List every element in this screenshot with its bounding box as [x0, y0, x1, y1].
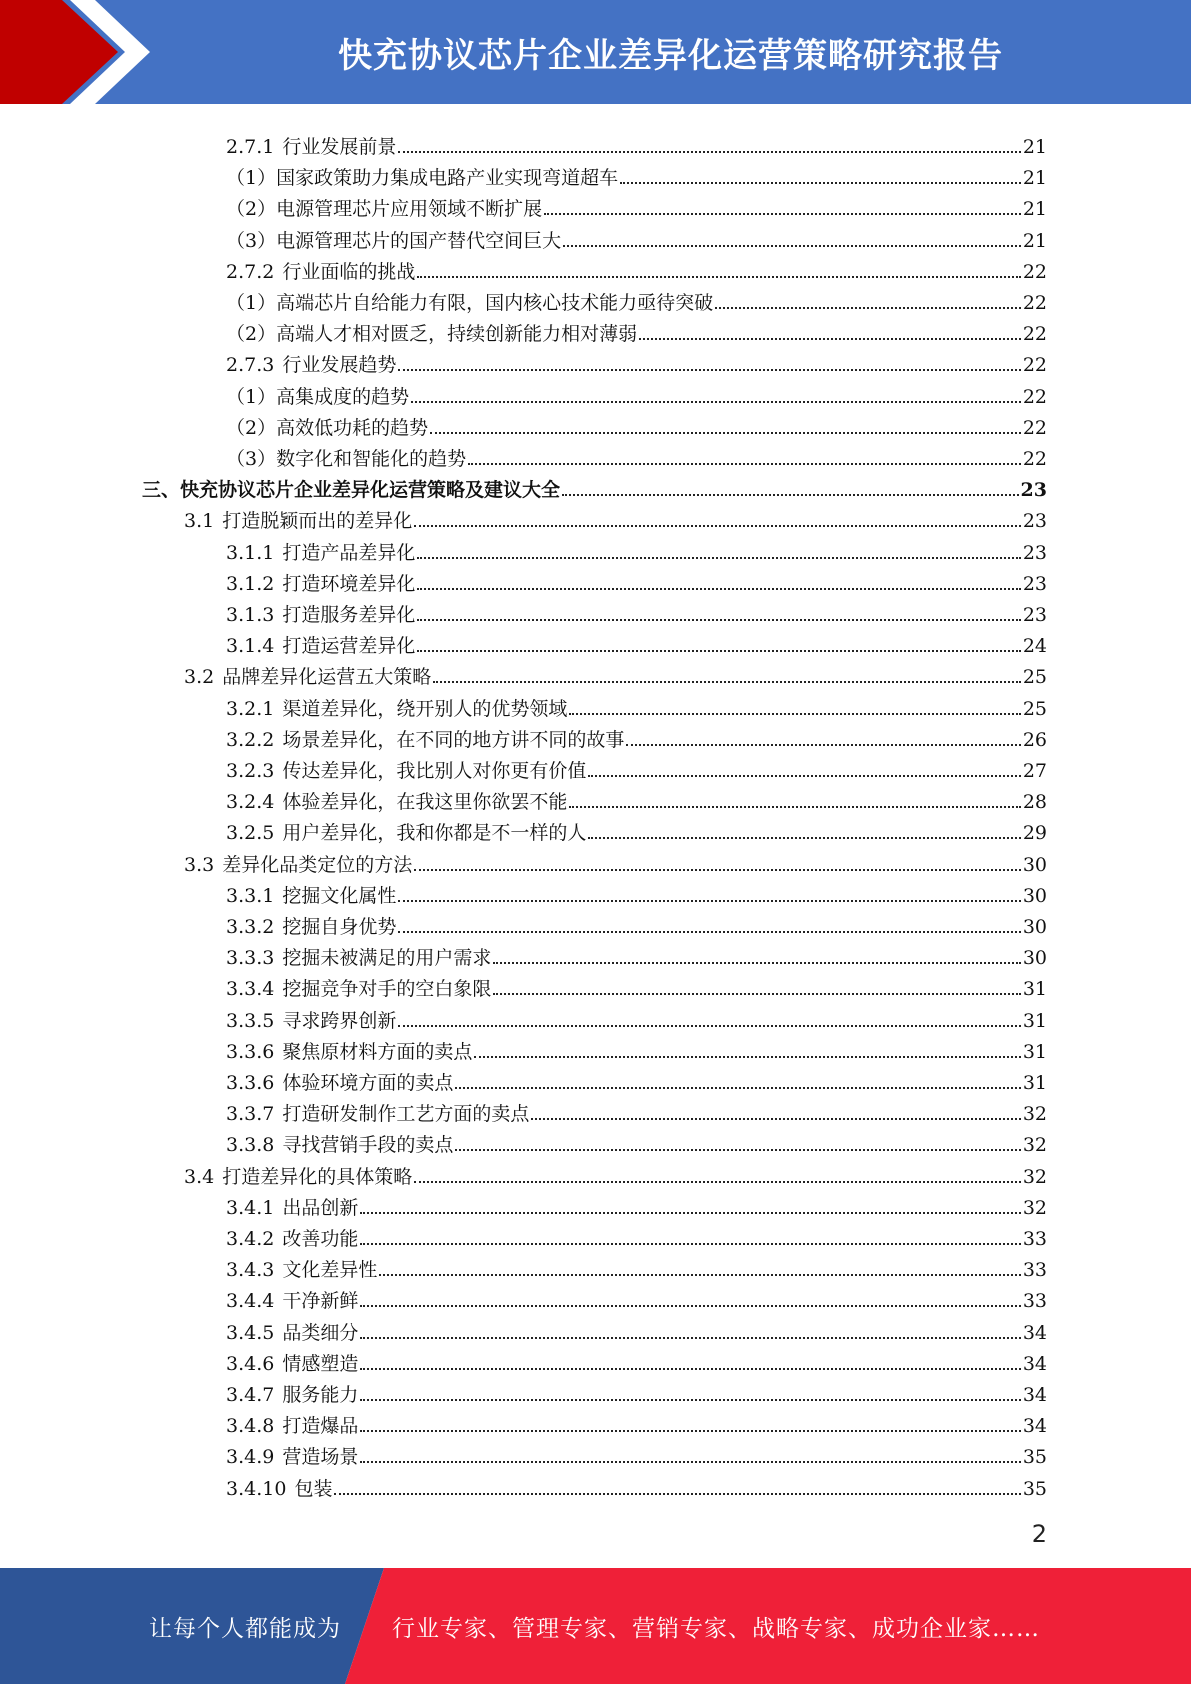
toc-entry[interactable]	[226, 1219, 1047, 1250]
toc-entry-label: 挖掘文化属性	[282, 884, 397, 907]
toc-entry-page: 22	[1022, 260, 1047, 283]
toc-entry-number: 3.4.9	[226, 1446, 275, 1469]
toc-entry-page: 28	[1022, 791, 1047, 814]
toc-leader-dots	[360, 1305, 1020, 1307]
toc-entry-page: 31	[1022, 1009, 1047, 1032]
toc-entry[interactable]	[226, 221, 1047, 252]
toc-entry-number: 2.7.3	[226, 354, 275, 377]
toc-entry-page: 34	[1022, 1321, 1047, 1344]
toc-entry[interactable]	[226, 252, 1047, 283]
toc-entry-page: 35	[1022, 1477, 1047, 1500]
toc-leader-dots	[588, 837, 1020, 839]
toc-entry[interactable]	[226, 189, 1047, 220]
toc-entry[interactable]	[184, 845, 1047, 876]
toc-leader-dots	[360, 1212, 1020, 1214]
toc-entry-label: 寻找营销手段的卖点	[282, 1134, 454, 1157]
toc-entry-label: 高效低功耗的趋势	[276, 416, 429, 439]
toc-entry[interactable]	[226, 689, 1047, 720]
toc-entry-label: 高集成度的趋势	[276, 385, 410, 408]
toc-leader-dots	[563, 245, 1021, 247]
toc-entry-number: 3.2.3	[226, 760, 275, 782]
toc-leader-dots	[417, 276, 1020, 278]
toc-entry-number: 3.2	[184, 666, 215, 689]
toc-entry-number: （3）	[226, 448, 277, 470]
toc-entry-label: 包装	[294, 1477, 333, 1500]
toc-entry-page: 25	[1022, 666, 1047, 689]
toc-entry-page: 34	[1022, 1352, 1047, 1375]
toc-entry-number: 3.3.6	[226, 1040, 275, 1063]
toc-entry[interactable]	[226, 283, 1047, 314]
toc-entry-number: （1）	[226, 385, 277, 408]
toc-entry-number: 3.4.6	[226, 1352, 275, 1375]
toc-entry-number: 3.4.2	[226, 1228, 275, 1250]
toc-entry-page: 31	[1022, 1072, 1047, 1094]
toc-leader-dots	[414, 525, 1021, 527]
toc-entry-label: 品类细分	[282, 1321, 359, 1344]
toc-entry-page: 23	[1022, 604, 1047, 626]
toc-entry[interactable]	[226, 1032, 1047, 1063]
toc-entry-number: 3.4.8	[226, 1415, 275, 1438]
toc-entry-page: 34	[1022, 1384, 1047, 1406]
toc-entry-page: 22	[1022, 448, 1047, 470]
toc-leader-dots	[360, 1243, 1020, 1245]
toc-entry[interactable]	[226, 751, 1047, 782]
toc-entry-label: 打造脱颖而出的差异化	[222, 510, 413, 533]
toc-leader-dots	[411, 401, 1021, 403]
toc-entry-label: 差异化品类定位的方法	[222, 853, 413, 876]
toc-entry-label: 打造服务差异化	[282, 604, 416, 626]
toc-entry-label: 挖掘未被满足的用户需求	[282, 947, 492, 970]
toc-leader-dots	[360, 1430, 1020, 1432]
toc-leader-dots	[398, 900, 1020, 902]
toc-entry-page: 23	[1022, 572, 1047, 595]
toc-leader-dots	[544, 213, 1021, 215]
toc-entry-label: 打造爆品	[282, 1415, 359, 1438]
toc-entry-page: 25	[1022, 697, 1047, 720]
toc-entry-label: 打造研发制作工艺方面的卖点	[282, 1103, 530, 1126]
toc-entry-page: 30	[1022, 884, 1047, 907]
toc-entry-label: 打造环境差异化	[282, 572, 416, 595]
toc-entry[interactable]	[226, 408, 1047, 439]
toc-entry-label: 渠道差异化，绕开别人的优势领域	[282, 697, 568, 720]
toc-entry[interactable]	[226, 907, 1047, 938]
toc-leader-dots	[455, 1149, 1020, 1151]
toc-entry-label: 挖掘自身优势	[282, 916, 397, 938]
toc-entry-number: 3.2.5	[226, 822, 275, 845]
toc-entry-label: 打造运营差异化	[282, 635, 416, 658]
toc-leader-dots	[562, 494, 1019, 496]
toc-entry-label: 体验差异化，在我这里你欲罢不能	[282, 791, 568, 814]
toc-entry-label: 行业发展前景	[282, 136, 397, 158]
toc-leader-dots	[569, 806, 1020, 808]
toc-entry[interactable]	[226, 345, 1047, 376]
toc-entry-number: 3.3	[184, 853, 215, 876]
toc-entry-page: 22	[1022, 385, 1047, 408]
toc-leader-dots	[398, 931, 1020, 933]
toc-entry[interactable]	[226, 969, 1047, 1000]
toc-entry-page: 33	[1022, 1228, 1047, 1250]
toc-leader-dots	[398, 151, 1020, 153]
toc-entry[interactable]	[226, 1094, 1047, 1125]
toc-entry[interactable]	[226, 1063, 1047, 1094]
toc-entry-page: 22	[1022, 354, 1047, 377]
toc-entry-number: 3.3.2	[226, 916, 275, 938]
toc-entry-label: 出品创新	[282, 1196, 359, 1219]
toc-entry-number: 3.3.6	[226, 1072, 275, 1094]
toc-entry-number: 3.3.3	[226, 947, 275, 970]
toc-entry[interactable]	[226, 813, 1047, 844]
toc-entry[interactable]	[226, 595, 1047, 626]
toc-leader-dots	[334, 1493, 1020, 1495]
toc-leader-dots	[414, 1181, 1021, 1183]
toc-entry-page: 32	[1022, 1165, 1047, 1188]
toc-entry-number: 3.4.3	[226, 1259, 275, 1282]
toc-entry-label: 行业面临的挑战	[282, 260, 416, 283]
toc-leader-dots	[626, 744, 1020, 746]
toc-entry-label: 电源管理芯片的国产替代空间巨大	[276, 229, 562, 252]
toc-leader-dots	[360, 1461, 1020, 1463]
toc-entry-page: 26	[1022, 728, 1047, 751]
toc-entry[interactable]	[226, 564, 1047, 595]
toc-entry-number: 2.7.2	[226, 260, 275, 283]
toc-leader-dots	[398, 369, 1020, 371]
toc-entry-number: 3.1	[184, 510, 215, 533]
toc-entry[interactable]	[184, 501, 1047, 532]
toc-entry[interactable]	[184, 1157, 1047, 1188]
toc-entry-page: 29	[1022, 822, 1047, 845]
toc-entry-number: （1）	[226, 292, 277, 314]
toc-entry-number: 3.1.3	[226, 604, 275, 626]
toc-leader-dots	[433, 681, 1021, 683]
toc-entry[interactable]	[226, 1469, 1047, 1500]
toc-entry-number: 3.4.4	[226, 1290, 275, 1313]
toc-entry-label: 体验环境方面的卖点	[282, 1072, 454, 1094]
toc-entry[interactable]	[184, 657, 1047, 688]
toc-entry-page: 34	[1022, 1415, 1047, 1438]
toc-entry-number: 3.4.1	[226, 1196, 275, 1219]
toc-entry-number: 3.3.8	[226, 1134, 275, 1157]
toc-entry-page: 30	[1022, 916, 1047, 938]
toc-entry[interactable]	[226, 1344, 1047, 1375]
toc-entry-number: 3.4	[184, 1165, 215, 1188]
page-number: 2	[1031, 1520, 1047, 1548]
toc-entry-label: 情感塑造	[282, 1352, 359, 1375]
toc-entry-number: 3.1.2	[226, 572, 275, 595]
toc-entry[interactable]	[226, 1001, 1047, 1032]
toc-leader-dots	[588, 775, 1020, 777]
toc-entry-page: 31	[1022, 1040, 1047, 1063]
toc-entry-page: 23	[1020, 479, 1047, 502]
toc-entry-number: 3.1.1	[226, 541, 275, 564]
toc-entry-label: 营造场景	[282, 1446, 359, 1469]
toc-entry[interactable]	[226, 377, 1047, 408]
toc-entry[interactable]	[226, 1313, 1047, 1344]
toc-entry-page: 30	[1022, 853, 1047, 876]
toc-entry-number: 3.1.4	[226, 635, 275, 658]
toc-entry[interactable]	[226, 1375, 1047, 1406]
toc-entry-number: 3.3.4	[226, 978, 275, 1001]
toc-leader-dots	[493, 962, 1020, 964]
toc-entry[interactable]	[226, 1250, 1047, 1281]
toc-entry-page: 33	[1022, 1259, 1047, 1282]
toc-entry[interactable]	[226, 1188, 1047, 1219]
toc-leader-dots	[474, 1056, 1020, 1058]
toc-entry-page: 21	[1022, 136, 1047, 158]
toc-entry-label: 场景差异化，在不同的地方讲不同的故事	[282, 728, 625, 751]
toc-entry-label: 高端芯片自给能力有限，国内核心技术能力亟待突破	[276, 292, 714, 314]
toc-entry-page: 24	[1022, 635, 1047, 658]
toc-leader-dots	[417, 650, 1020, 652]
toc-entry-label: 聚焦原材料方面的卖点	[282, 1040, 473, 1063]
toc-entry[interactable]	[226, 1125, 1047, 1156]
toc-entry-page: 33	[1022, 1290, 1047, 1313]
toc-entry-page: 22	[1022, 292, 1047, 314]
toc-leader-dots	[414, 869, 1021, 871]
toc-entry[interactable]	[226, 720, 1047, 751]
page-footer	[0, 1568, 1191, 1684]
toc-entry[interactable]	[226, 127, 1047, 158]
toc-leader-dots	[417, 619, 1020, 621]
toc-leader-dots	[360, 1368, 1020, 1370]
toc-leader-dots	[569, 713, 1020, 715]
toc-entry-number: 2.7.1	[226, 136, 275, 158]
toc-entry-number: 3.3.7	[226, 1103, 275, 1126]
toc-entry-label: 寻求跨界创新	[282, 1009, 397, 1032]
document-title: 快充协议芯片企业差异化运营策略研究报告	[338, 35, 1003, 76]
toc-entry-label: 挖掘竞争对手的空白象限	[282, 978, 492, 1001]
toc-entry-label: 服务能力	[282, 1384, 359, 1406]
toc-entry[interactable]	[226, 782, 1047, 813]
toc-entry[interactable]	[226, 1437, 1047, 1468]
toc-entry-page: 21	[1022, 167, 1047, 190]
toc-entry-label: 用户差异化，我和你都是不一样的人	[282, 822, 587, 845]
toc-entry-number: 3.2.2	[226, 728, 275, 751]
toc-leader-dots	[430, 432, 1021, 434]
toc-entry-page: 23	[1022, 510, 1047, 533]
toc-leader-dots	[468, 463, 1021, 465]
toc-leader-dots	[493, 993, 1020, 995]
toc-leader-dots	[620, 182, 1021, 184]
toc-leader-dots	[417, 557, 1020, 559]
footer-slogan-right: 行业专家、管理专家、营销专家、战略专家、成功企业家……	[392, 1615, 1040, 1642]
toc-entry-label: 干净新鲜	[282, 1290, 359, 1313]
toc-entry-number: 3.3.1	[226, 884, 275, 907]
toc-entry[interactable]	[226, 1281, 1047, 1312]
toc-entry-number: 3.4.7	[226, 1384, 275, 1406]
toc-entry-number: （1）	[226, 167, 277, 190]
toc-entry[interactable]	[226, 314, 1047, 345]
toc-entry-number: 3.2.4	[226, 791, 275, 814]
toc-entry-label: 数字化和智能化的趋势	[276, 448, 467, 470]
toc-entry-page: 21	[1022, 229, 1047, 252]
toc-entry-page: 21	[1022, 198, 1047, 221]
toc-entry-label: 国家政策助力集成电路产业实现弯道超车	[276, 167, 619, 190]
toc-entry-label: 电源管理芯片应用领域不断扩展	[276, 198, 543, 221]
toc-entry-number: （2）	[226, 323, 277, 346]
toc-entry-label: 品牌差异化运营五大策略	[222, 666, 432, 689]
toc-entry-number: 3.4.5	[226, 1321, 275, 1344]
toc-entry-label: 三、快充协议芯片企业差异化运营策略及建议大全	[142, 479, 561, 502]
toc-entry-page: 22	[1022, 323, 1047, 346]
toc-leader-dots	[455, 1087, 1020, 1089]
toc-entry-label: 行业发展趋势	[282, 354, 397, 377]
toc-leader-dots	[417, 588, 1020, 590]
page-header	[0, 0, 1191, 110]
toc-entry[interactable]	[142, 470, 1047, 501]
toc-entry[interactable]	[226, 1406, 1047, 1437]
toc-leader-dots	[360, 1399, 1020, 1401]
toc-entry[interactable]	[226, 533, 1047, 564]
toc-entry-page: 32	[1022, 1134, 1047, 1157]
toc-entry-page: 32	[1022, 1103, 1047, 1126]
toc-entry-label: 高端人才相对匮乏，持续创新能力相对薄弱	[276, 323, 638, 346]
toc-entry-number: （2）	[226, 198, 277, 221]
toc-entry-number: 3.3.5	[226, 1009, 275, 1032]
toc-entry-page: 22	[1022, 416, 1047, 439]
toc-leader-dots	[639, 338, 1021, 340]
toc-entry-page: 30	[1022, 947, 1047, 970]
toc-leader-dots	[531, 1118, 1020, 1120]
toc-entry-number: 3.2.1	[226, 697, 275, 720]
toc-entry[interactable]	[226, 938, 1047, 969]
toc-entry-label: 改善功能	[282, 1228, 359, 1250]
toc-entry-page: 27	[1022, 760, 1047, 782]
toc-entry[interactable]	[226, 158, 1047, 189]
toc-entry-label: 打造差异化的具体策略	[222, 1165, 413, 1188]
toc-leader-dots	[398, 1025, 1020, 1027]
toc-entry-label: 打造产品差异化	[282, 541, 416, 564]
toc-leader-dots	[360, 1337, 1020, 1339]
toc-entry-label: 文化差异性	[282, 1259, 378, 1282]
toc-entry-number: （2）	[226, 416, 277, 439]
toc-entry-page: 23	[1022, 541, 1047, 564]
toc-entry[interactable]	[226, 876, 1047, 907]
toc-entry-page: 32	[1022, 1196, 1047, 1219]
toc-entry-label: 传达差异化，我比别人对你更有价值	[282, 760, 587, 782]
toc-entry-number: （3）	[226, 229, 277, 252]
toc-entry-page: 31	[1022, 978, 1047, 1001]
footer-slogan-left: 让每个人都能成为	[149, 1615, 341, 1642]
toc-entry-number: 3.4.10	[226, 1477, 287, 1500]
toc-entry[interactable]	[226, 439, 1047, 470]
toc-leader-dots	[379, 1274, 1020, 1276]
toc-leader-dots	[715, 307, 1021, 309]
toc-entry-page: 35	[1022, 1446, 1047, 1469]
toc-entry[interactable]	[226, 626, 1047, 657]
